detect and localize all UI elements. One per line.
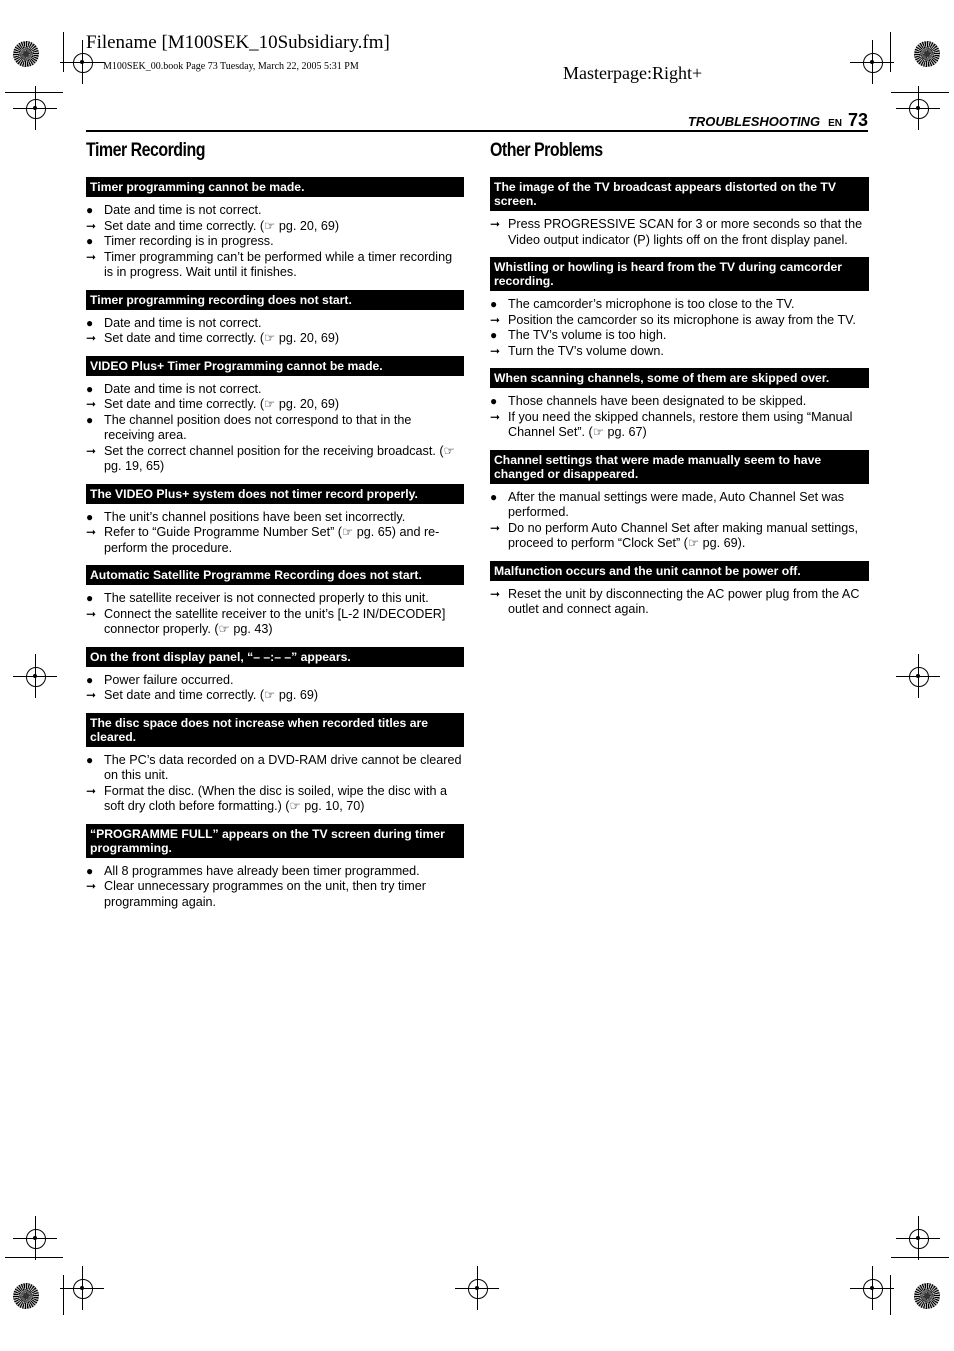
topic-heading: “PROGRAMME FULL” appears on the TV screen during timer programming. [86,824,464,858]
bullet-icon: ● [86,234,94,248]
list-item [490,587,869,618]
item-text: Set the correct channel position for the receiving broadcast. (☞ pg. 19, 65) [104,443,455,473]
item-text: Set date and time correctly. (☞ pg. 20, 69) [104,397,340,411]
item-text: Timer recording is in progress. [104,234,274,248]
crop-mark [5,1257,63,1258]
arrow-right-icon: ➞ [490,343,501,358]
bullet-icon: ● [86,412,94,427]
crop-mark [890,32,891,72]
item-text: The satellite receiver is not connected properly to this unit. [104,591,429,605]
item-text: Position the camcorder so its microphone is away from the TV. [508,312,856,327]
topic-heading: On the front display panel, “– –:– –” appears. [86,647,464,667]
book-info-line: M100SEK_00.book Page 73 Tuesday, March 22, 2005 5:31 PM [103,61,359,72]
crosshair-dot [80,1286,84,1290]
arrow-right-icon: ➞ [490,520,501,535]
troubleshooting-topic [86,290,464,347]
item-text: Set date and time correctly. (☞ pg. 20, 69) [104,331,340,345]
crosshair-dot [33,106,37,110]
header-rule [86,130,868,132]
list-item [86,688,464,704]
column-title: Timer Recording [86,140,205,161]
topic-heading: The disc space does not increase when recorded titles are cleared. [86,713,464,747]
crosshair-dot [80,60,84,64]
item-text: If you need the skipped channels, restore them using “Manual Channel Set”. (☞ pg. 67) [508,409,853,439]
list-item [490,344,869,360]
troubleshooting-topic [86,713,464,815]
bullet-icon: ● [490,297,498,311]
color-wheel-center [23,51,29,57]
topic-heading: Whistling or howling is heard from the TV during camcorder recording. [490,257,869,291]
item-text: Those channels have been designated to be skipped. [508,394,807,408]
arrow-right-icon: ➞ [86,397,97,411]
crop-mark [890,1275,891,1315]
list-item [490,394,869,410]
topic-heading: When scanning channels, some of them are skipped over. [490,368,869,388]
bullet-icon: ● [490,489,498,504]
troubleshooting-topic [86,565,464,638]
list-item [86,864,464,880]
item-text: Refer to “Guide Programme Number Set” (☞ pg. 65) and re-perform the procedure. [104,525,440,555]
crosshair-dot [475,1286,479,1290]
arrow-right-icon: ➞ [490,586,501,601]
item-text: The PC’s data recorded on a DVD-RAM drive cannot be cleared on this unit. [104,752,462,782]
list-item [86,607,464,638]
bullet-icon: ● [86,381,94,396]
item-text: After the manual settings were made, Auto Channel Set was performed. [508,489,845,519]
list-item [490,313,869,329]
bullet-icon: ● [86,203,94,217]
bullet-icon: ● [86,672,94,687]
bullet-icon: ● [86,591,94,605]
running-header [688,110,868,131]
crosshair-dot [33,1236,37,1240]
topic-heading: Malfunction occurs and the unit cannot be power off. [490,561,869,581]
arrow-right-icon: ➞ [86,249,97,264]
crop-mark [63,32,64,72]
item-text: Press PROGRESSIVE SCAN for 3 or more seconds so that the Video output indicator (P) lights off on the front display panel. [508,217,863,247]
troubleshooting-topic [86,484,464,557]
bullet-icon: ● [490,394,498,408]
list-item [490,521,869,552]
right-column [490,138,869,627]
arrow-right-icon: ➞ [490,217,501,231]
crop-mark [63,1275,64,1315]
item-text: The camcorder’s microphone is too close to the TV. [508,297,795,311]
crosshair-dot [916,106,920,110]
list-item [86,673,464,689]
list-item [490,297,869,313]
topic-heading: VIDEO Plus+ Timer Programming cannot be made. [86,356,464,376]
bullet-icon: ● [490,328,498,342]
crop-mark [891,1257,949,1258]
item-text: The channel position does not correspond to that in the receiving area. [104,412,412,442]
item-text: Connect the satellite receiver to the unit’s [L-2 IN/DECODER] connector properly. (☞ pg. 43) [104,606,446,636]
language-tag: EN [828,118,842,129]
list-item [86,591,464,607]
item-text: The unit’s channel positions have been set incorrectly. [104,509,406,524]
crop-mark [5,92,63,93]
list-item [490,410,869,441]
arrow-right-icon: ➞ [490,409,501,424]
list-item [86,525,464,556]
troubleshooting-topic [86,647,464,704]
list-item [86,413,464,444]
list-item [86,784,464,815]
topic-heading: Automatic Satellite Programme Recording does not start. [86,565,464,585]
color-wheel-center [924,51,930,57]
color-wheel-center [23,1293,29,1299]
item-text: Date and time is not correct. [104,203,262,217]
crosshair-dot [33,674,37,678]
item-text: The TV’s volume is too high. [508,328,667,342]
bullet-icon: ● [86,509,94,524]
list-item [86,316,464,332]
item-text: Power failure occurred. [104,672,234,687]
topic-heading: The VIDEO Plus+ system does not timer record properly. [86,484,464,504]
arrow-right-icon: ➞ [86,218,97,233]
arrow-right-icon: ➞ [86,688,97,702]
crosshair-dot [916,674,920,678]
color-wheel-center [924,1293,930,1299]
troubleshooting-topic [490,177,869,248]
item-text: Date and time is not correct. [104,381,262,396]
item-text: Clear unnecessary programmes on the unit, then try timer programming again. [104,879,426,909]
list-item [86,203,464,219]
list-item [86,250,464,281]
crop-mark [891,92,949,93]
list-item [490,328,869,344]
item-text: Date and time is not correct. [104,315,262,330]
arrow-right-icon: ➞ [490,312,501,327]
troubleshooting-topic [490,450,869,552]
crosshair-dot [916,1236,920,1240]
item-text: Reset the unit by disconnecting the AC power plug from the AC outlet and connect again. [508,586,860,616]
troubleshooting-topic [86,356,464,475]
topic-heading: Timer programming cannot be made. [86,177,464,197]
bullet-icon: ● [86,863,94,878]
item-text: Format the disc. (When the disc is soiled, wipe the disc with a soft dry cloth before formatting.) (☞ pg. 10, 70) [104,783,447,813]
list-item [86,331,464,347]
list-item [86,397,464,413]
left-column [86,138,464,919]
bullet-icon: ● [86,315,94,330]
troubleshooting-topic [86,824,464,911]
list-item [86,382,464,398]
page-number: 73 [847,110,868,130]
topic-list [490,177,869,618]
troubleshooting-topic [86,177,464,281]
list-item [86,234,464,250]
arrow-right-icon: ➞ [86,879,97,893]
troubleshooting-topic [490,561,869,618]
topic-heading: Timer programming recording does not start. [86,290,464,310]
list-item [490,217,869,248]
list-item [86,219,464,235]
arrow-right-icon: ➞ [86,443,97,458]
list-item [86,879,464,910]
item-text: Set date and time correctly. (☞ pg. 69) [104,688,319,702]
troubleshooting-topic [490,368,869,441]
bullet-icon: ● [86,752,94,767]
item-text: Turn the TV’s volume down. [508,343,664,358]
crosshair-dot [870,60,874,64]
topic-list [86,177,464,910]
item-text: Do no perform Auto Channel Set after making manual settings, proceed to perform “Clock Set” (☞ pg. 69). [508,520,859,550]
column-title: Other Problems [490,140,603,161]
arrow-right-icon: ➞ [86,525,97,539]
masterpage-label: Masterpage:Right+ [563,63,703,83]
troubleshooting-topic [490,257,869,359]
item-text: Timer programming can’t be performed while a timer recording is in progress. Wait until it finishes. [104,249,453,279]
arrow-right-icon: ➞ [86,331,97,345]
item-text: Set date and time correctly. (☞ pg. 20, 69) [104,218,340,233]
list-item [86,753,464,784]
list-item [86,444,464,475]
topic-heading: Channel settings that were made manually seem to have changed or disappeared. [490,450,869,484]
topic-heading: The image of the TV broadcast appears distorted on the TV screen. [490,177,869,211]
list-item [86,510,464,526]
list-item [490,490,869,521]
crosshair-dot [870,1286,874,1290]
arrow-right-icon: ➞ [86,783,97,798]
filename-label: Filename [M100SEK_10Subsidiary.fm] [86,32,390,53]
item-text: All 8 programmes have already been timer programmed. [104,863,420,878]
arrow-right-icon: ➞ [86,606,97,621]
section-title: TROUBLESHOOTING [687,114,821,129]
